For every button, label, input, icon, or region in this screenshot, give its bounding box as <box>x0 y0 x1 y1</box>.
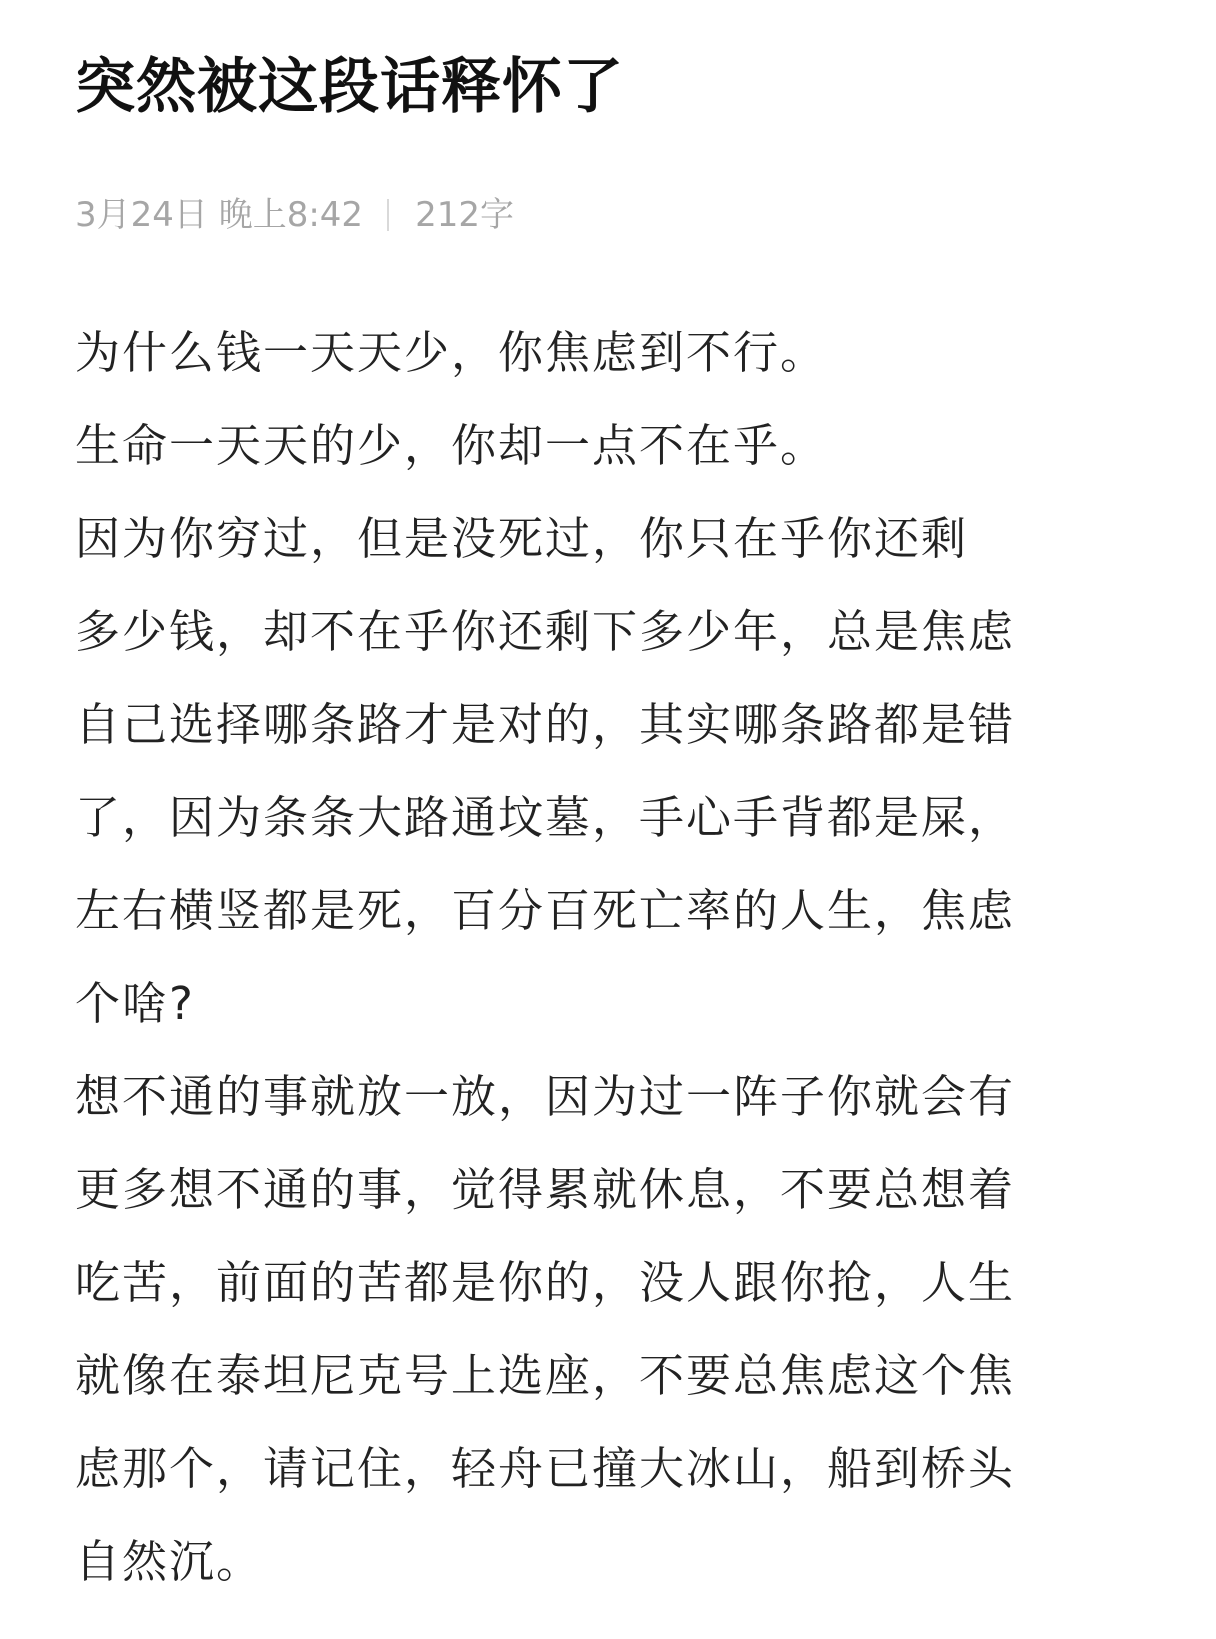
note-title: 突然被这段话释怀了 <box>75 52 624 122</box>
note-line: 左右横竖都是死，百分百死亡率的人生，焦虑 <box>75 884 1016 937</box>
note-meta <box>75 190 514 240</box>
note-line: 吃苦，前面的苦都是你的，没人跟你抢，人生 <box>75 1256 1016 1309</box>
note-line: 虑那个，请记住，轻舟已撞大冰山，船到桥头 <box>75 1442 1016 1495</box>
note-line: 因为你穷过，但是没死过，你只在乎你还剩 <box>75 512 969 565</box>
note-line: 多少钱，却不在乎你还剩下多少年，总是焦虑 <box>75 605 1016 658</box>
note-word-count: 212字 <box>415 195 514 235</box>
note-line: 为什么钱一天天少，你焦虑到不行。 <box>75 326 828 379</box>
note-line: 自然沉。 <box>75 1535 264 1588</box>
note-line: 自己选择哪条路才是对的，其实哪条路都是错 <box>75 698 1016 751</box>
note-date: 3月24日 晚上8:42 <box>75 195 364 235</box>
note-line: 个啥? <box>75 977 195 1030</box>
meta-divider <box>387 199 389 231</box>
note-line: 就像在泰坦尼克号上选座，不要总焦虑这个焦 <box>75 1349 1016 1402</box>
note-line: 生命一天天的少，你却一点不在乎。 <box>75 419 828 472</box>
note-body[interactable] <box>75 306 1095 1608</box>
note-line: 了，因为条条大路通坟墓，手心手背都是屎， <box>75 791 1016 844</box>
note-line: 想不通的事就放一放，因为过一阵子你就会有 <box>75 1070 1016 1123</box>
note-line: 更多想不通的事，觉得累就休息，不要总想着 <box>75 1163 1016 1216</box>
